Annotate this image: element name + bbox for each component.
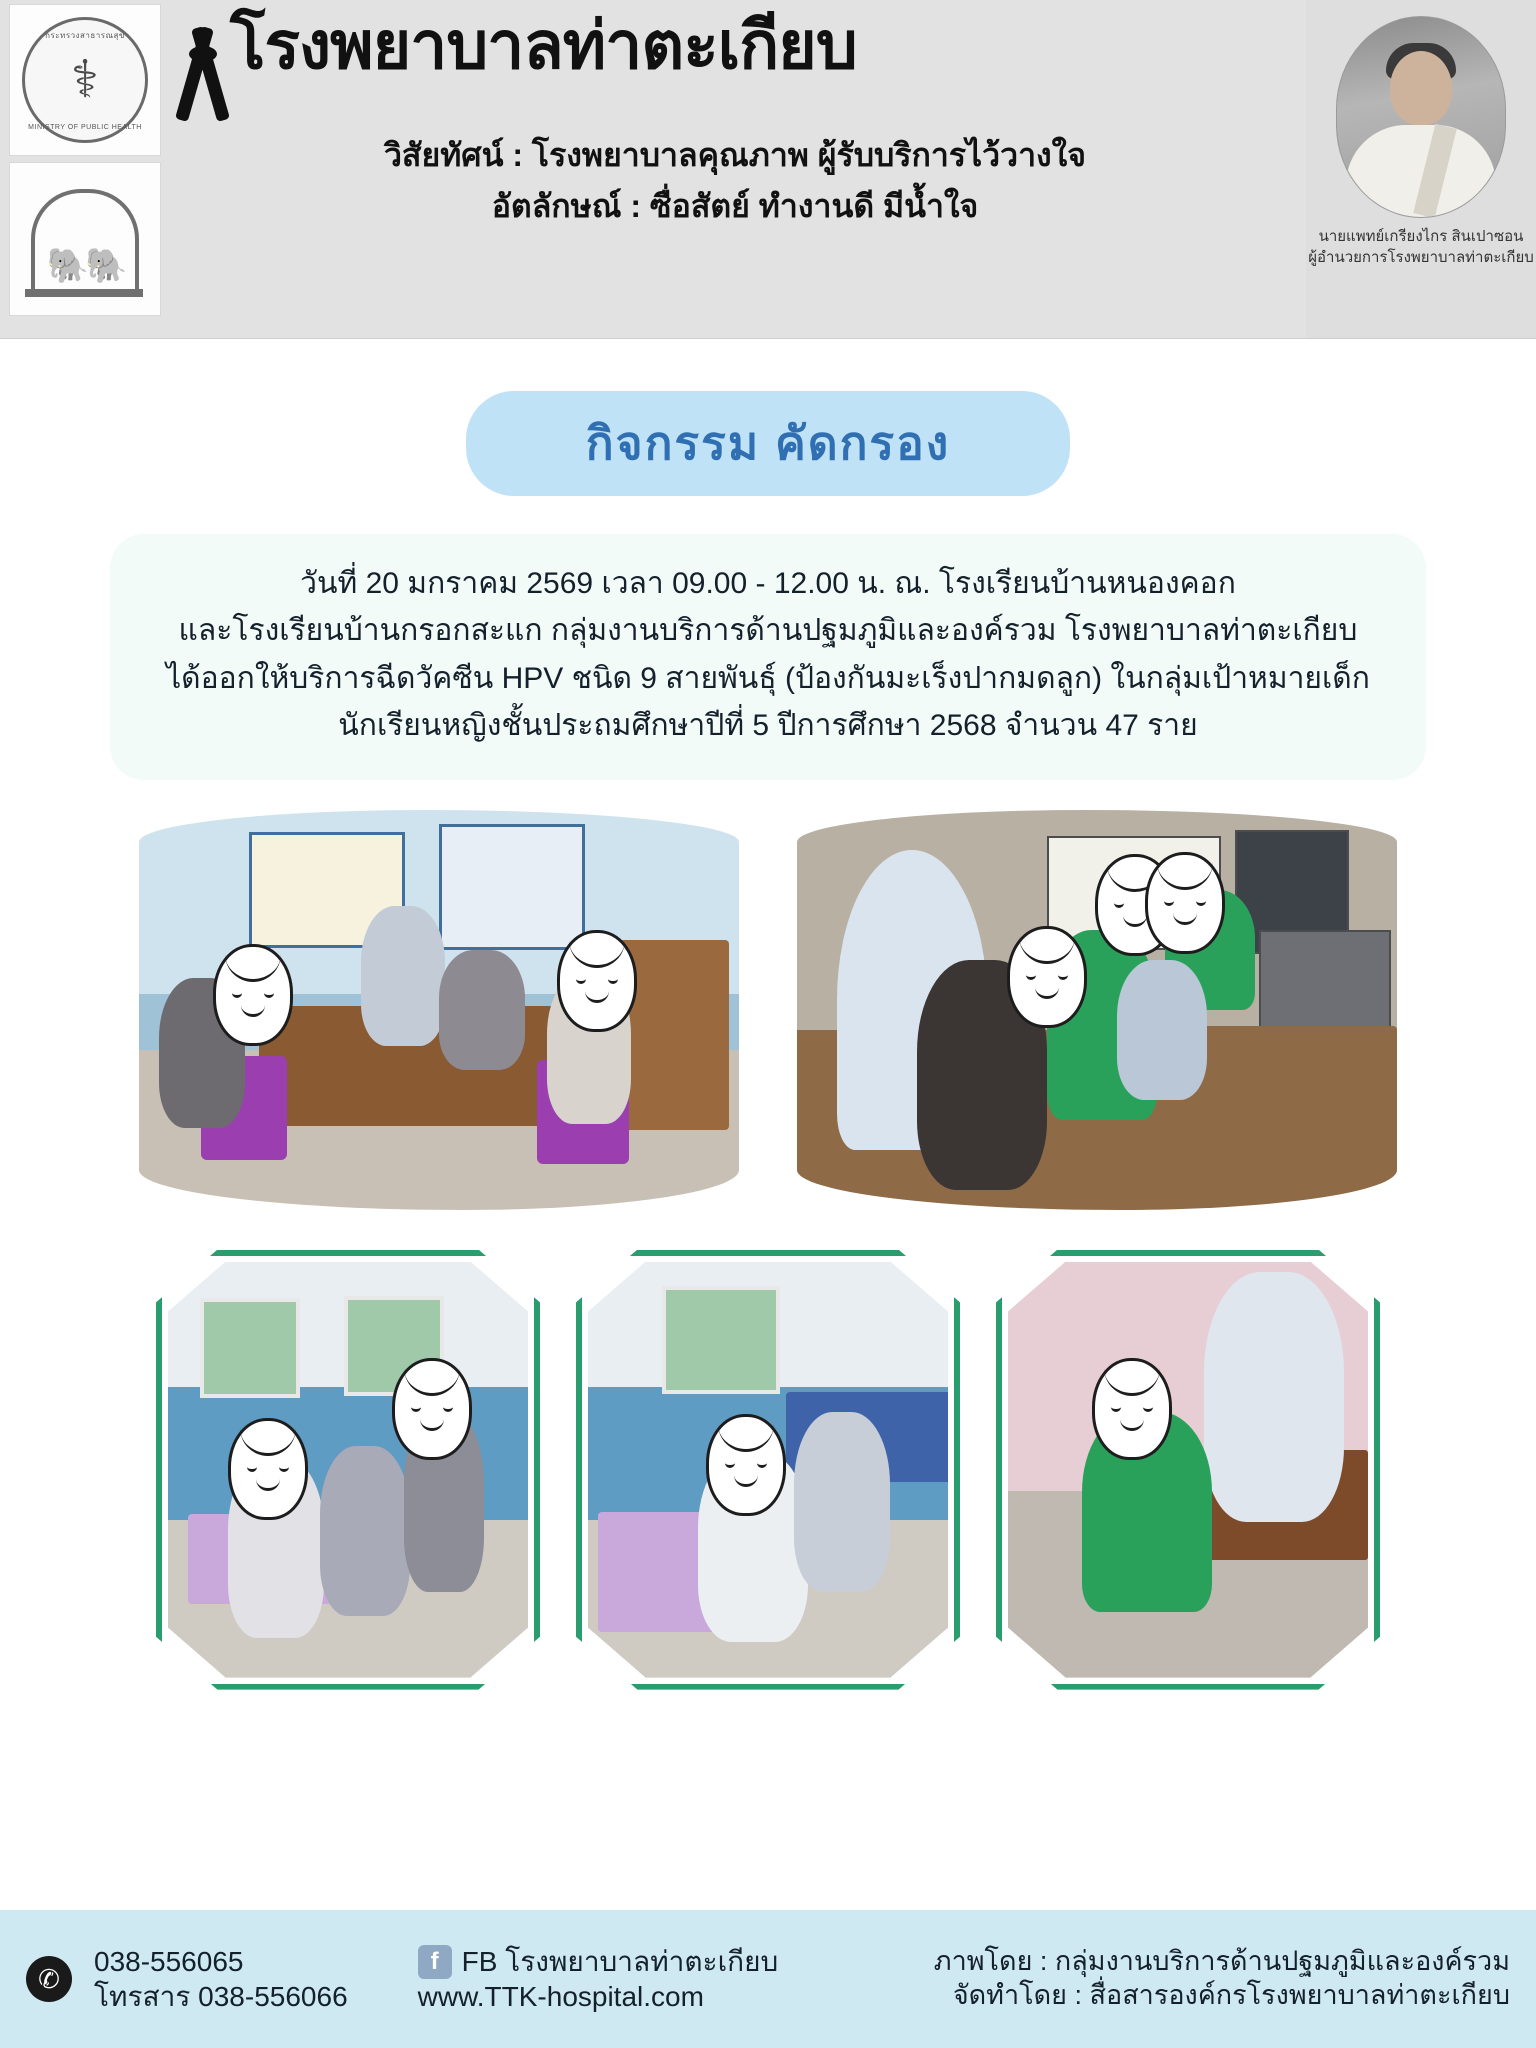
page-footer xyxy=(0,1910,1536,2048)
header-logos xyxy=(0,0,170,338)
caduceus-icon: ⚕ xyxy=(70,51,100,109)
moph-logo-box xyxy=(9,4,161,156)
website-url[interactable]: www.TTK-hospital.com xyxy=(417,1981,704,2012)
facebook-icon[interactable]: f xyxy=(418,1945,452,1979)
vision-statement: วิสัยทัศน์ : โรงพยาบาลคุณภาพ ผู้รับบริการไว้วางใจ xyxy=(383,137,1087,173)
phone-icon: ✆ xyxy=(26,1956,72,2002)
director-portrait xyxy=(1336,16,1506,218)
description-line-1: วันที่ 20 มกราคม 2569 เวลา 09.00 - 12.00 น. ณ. โรงเรียนบ้านหนองคอก xyxy=(300,567,1236,600)
facebook-page[interactable]: FB โรงพยาบาลท่าตะเกียบ xyxy=(461,1946,779,1977)
director-block xyxy=(1306,0,1536,338)
photo-registration-desk xyxy=(139,810,739,1210)
activity-title: กิจกรรม คัดกรอง xyxy=(466,391,1070,496)
photo-row-bottom xyxy=(0,1250,1536,1690)
description-line-2: และโรงเรียนบ้านกรอกสะแก กลุ่มงานบริการด้านปฐมภูมิและองค์รวม โรงพยาบาลท่าตะเกียบ xyxy=(178,614,1358,648)
activity-title-wrap xyxy=(0,391,1536,496)
page-header xyxy=(0,0,1536,339)
seal-top-text: กระทรวงสาธารณสุข xyxy=(45,31,125,40)
description-line-4: นักเรียนหญิงชั้นประถมศึกษาปีที่ 5 ปีการศึกษา 2568 จำนวน 47 ราย xyxy=(338,709,1198,743)
photo-blood-pressure-screening xyxy=(797,810,1397,1210)
production-credit: จัดทำโดย : สื่อสารองค์กรโรงพยาบาลท่าตะเกียบ xyxy=(952,1980,1510,2010)
seal-bottom-text: MINISTRY OF PUBLIC HEALTH xyxy=(28,124,142,131)
mourning-ribbon-icon xyxy=(180,26,226,126)
fax-number: โทรสาร 038-556066 xyxy=(94,1981,348,2012)
phone-number: 038-556065 xyxy=(94,1946,244,1977)
photo-vaccination-2 xyxy=(996,1250,1380,1690)
ministry-of-public-health-seal-icon xyxy=(22,17,148,143)
activity-description xyxy=(110,534,1426,780)
photo-vaccination-1 xyxy=(576,1250,960,1690)
director-name-line1: นายแพทย์เกรียงไกร สินเปาซอน xyxy=(1318,228,1524,245)
director-name-line2: ผู้อำนวยการโรงพยาบาลท่าตะเกียบ xyxy=(1308,249,1534,266)
online-contact-block xyxy=(418,1944,779,2014)
provincial-emblem-icon xyxy=(25,174,145,304)
provincial-emblem-box xyxy=(9,162,161,316)
hospital-name: โรงพยาบาลท่าตะเกียบ xyxy=(230,8,857,82)
description-line-3: ได้ออกให้บริการฉีดวัคซีน HPV ชนิด 9 สายพันธุ์ (ป้องกันมะเร็งปากมดลูก) ในกลุ่มเป้าหมายเด็ก xyxy=(166,661,1370,695)
photo-student-screening-1 xyxy=(156,1250,540,1690)
photo-row-top xyxy=(0,810,1536,1210)
photo-credit: ภาพโดย : กลุ่มงานบริการด้านปฐมภูมิและองค์รวม xyxy=(933,1946,1510,1977)
elephant-figures-icon: 🐘🐘 xyxy=(46,247,124,285)
contact-phone-block xyxy=(94,1944,348,2014)
header-title-block xyxy=(170,0,1306,338)
credits-block xyxy=(934,1945,1510,2013)
identity-statement: อัตลักษณ์ : ซื่อสัตย์ ทำงานดี มีน้ำใจ xyxy=(491,188,979,225)
